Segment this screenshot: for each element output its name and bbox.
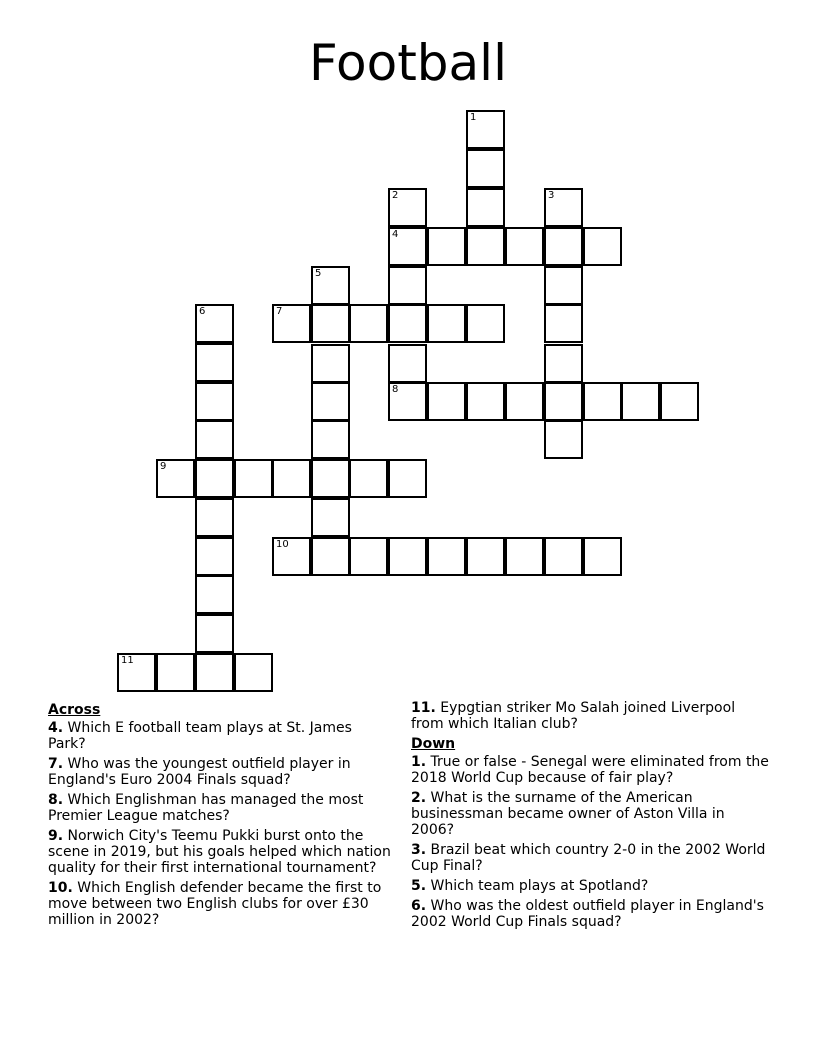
- crossword-cell[interactable]: [195, 575, 234, 614]
- clue-text: Eypgtian striker Mo Salah joined Liverpool from which Italian club?: [411, 700, 736, 732]
- crossword-cell[interactable]: [544, 420, 583, 459]
- across-heading: Across: [48, 702, 101, 718]
- crossword-cell[interactable]: [311, 537, 350, 576]
- clue-text: Which team plays at Spotland?: [430, 878, 649, 894]
- crossword-cell[interactable]: [195, 304, 234, 343]
- clue-number: 11.: [411, 700, 436, 716]
- down-heading: Down: [411, 736, 456, 752]
- clue-number-5: 5: [315, 268, 322, 279]
- crossword-cell[interactable]: [544, 304, 583, 343]
- clue-number: 5.: [411, 878, 427, 894]
- crossword-cell[interactable]: [621, 382, 660, 421]
- crossword-cell[interactable]: [195, 382, 234, 421]
- clue-down-1: [411, 754, 771, 786]
- crossword-cell[interactable]: [466, 382, 505, 421]
- clue-text: Which Englishman has managed the most Premier League matches?: [48, 792, 364, 824]
- crossword-cell[interactable]: [272, 304, 311, 343]
- crossword-cell[interactable]: [311, 266, 350, 305]
- clue-down-2: [411, 790, 771, 838]
- crossword-cell[interactable]: [388, 227, 427, 266]
- crossword-cell[interactable]: [427, 227, 466, 266]
- crossword-cell[interactable]: [195, 498, 234, 537]
- clue-text: Who was the oldest outfield player in England's 2002 World Cup Finals squad?: [411, 898, 764, 930]
- crossword-cell[interactable]: [544, 266, 583, 305]
- crossword-cell[interactable]: [311, 420, 350, 459]
- crossword-cell[interactable]: [427, 537, 466, 576]
- clue-number-7: 7: [276, 306, 283, 317]
- clue-number-4: 4: [392, 229, 399, 240]
- clue-number-8: 8: [392, 384, 399, 395]
- crossword-cell[interactable]: [272, 537, 311, 576]
- clue-number: 3.: [411, 842, 427, 858]
- crossword-cell[interactable]: [388, 266, 427, 305]
- crossword-cell[interactable]: [544, 382, 583, 421]
- crossword-cell[interactable]: [195, 614, 234, 653]
- crossword-cell[interactable]: [156, 459, 195, 498]
- crossword-cell[interactable]: [388, 382, 427, 421]
- clue-number: 7.: [48, 756, 64, 772]
- clue-number-9: 9: [160, 461, 167, 472]
- crossword-cell[interactable]: [234, 459, 273, 498]
- crossword-cell[interactable]: [466, 110, 505, 149]
- clue-down-5: [411, 878, 771, 894]
- crossword-cell[interactable]: [195, 343, 234, 382]
- clue-number: 1.: [411, 754, 427, 770]
- crossword-cell[interactable]: [466, 537, 505, 576]
- crossword-cell[interactable]: [544, 188, 583, 227]
- clue-number-11: 11: [121, 655, 134, 666]
- crossword-cell[interactable]: [234, 653, 273, 692]
- crossword-cell[interactable]: [544, 537, 583, 576]
- crossword-cell[interactable]: [583, 227, 622, 266]
- crossword-cell[interactable]: [388, 537, 427, 576]
- crossword-cell[interactable]: [272, 459, 311, 498]
- clue-number: 6.: [411, 898, 427, 914]
- clue-across-10: [48, 880, 393, 928]
- crossword-cell[interactable]: [311, 382, 350, 421]
- clue-number: 8.: [48, 792, 64, 808]
- clue-text: Which English defender became the first to move between two English clubs for over £30 million in 2002?: [48, 880, 382, 928]
- crossword-cell[interactable]: [311, 459, 350, 498]
- clue-across-7: [48, 756, 393, 788]
- clue-number-1: 1: [470, 112, 477, 123]
- clue-number-10: 10: [276, 539, 289, 550]
- clue-across-11: [411, 700, 771, 732]
- crossword-cell[interactable]: [466, 227, 505, 266]
- clue-number: 4.: [48, 720, 64, 736]
- clues-column-right: [411, 700, 771, 934]
- crossword-cell[interactable]: [505, 537, 544, 576]
- page-title: Football: [309, 34, 507, 92]
- crossword-cell[interactable]: [349, 537, 388, 576]
- crossword-cell[interactable]: [349, 304, 388, 343]
- clue-text: Brazil beat which country 2-0 in the 2002 World Cup Final?: [411, 842, 766, 874]
- crossword-cell[interactable]: [349, 459, 388, 498]
- crossword-cell[interactable]: [195, 459, 234, 498]
- clue-text: Who was the youngest outfield player in England's Euro 2004 Finals squad?: [48, 756, 351, 788]
- clue-across-9: [48, 828, 393, 876]
- crossword-cell[interactable]: [388, 304, 427, 343]
- crossword-cell[interactable]: [427, 304, 466, 343]
- clue-text: True or false - Senegal were eliminated from the 2018 World Cup because of fair play?: [411, 754, 769, 786]
- crossword-cell[interactable]: [156, 653, 195, 692]
- crossword-cell[interactable]: [544, 344, 583, 383]
- clue-across-8: [48, 792, 393, 824]
- crossword-cell[interactable]: [466, 149, 505, 188]
- crossword-cell[interactable]: [311, 304, 350, 343]
- clue-text: What is the surname of the American businessman became owner of Aston Villa in 2006?: [411, 790, 725, 838]
- clue-number-3: 3: [548, 190, 555, 201]
- clue-number: 9.: [48, 828, 64, 844]
- clue-number-6: 6: [199, 306, 206, 317]
- crossword-cell[interactable]: [195, 537, 234, 576]
- clues-column-left: [48, 700, 393, 932]
- clue-down-3: [411, 842, 771, 874]
- crossword-cell[interactable]: [466, 188, 505, 227]
- crossword-cell[interactable]: [427, 382, 466, 421]
- crossword-cell[interactable]: [195, 653, 234, 692]
- clue-number: 2.: [411, 790, 427, 806]
- clue-across-4: [48, 720, 393, 752]
- crossword-cell[interactable]: [505, 227, 544, 266]
- crossword-cell[interactable]: [388, 459, 427, 498]
- crossword-cell[interactable]: [388, 188, 427, 227]
- crossword-cell[interactable]: [583, 537, 622, 576]
- crossword-cell[interactable]: [466, 304, 505, 343]
- crossword-cell[interactable]: [505, 382, 544, 421]
- crossword-cell[interactable]: [311, 498, 350, 537]
- clue-text: Which E football team plays at St. James Park?: [48, 720, 352, 752]
- clue-text: Norwich City's Teemu Pukki burst onto the scene in 2019, but his goals helped which nation quality for their first international tournament?: [48, 828, 391, 876]
- crossword-cell[interactable]: [660, 382, 699, 421]
- crossword-cell[interactable]: [117, 653, 156, 692]
- crossword-cell[interactable]: [388, 344, 427, 383]
- crossword-cell[interactable]: [195, 420, 234, 459]
- crossword-cell[interactable]: [311, 344, 350, 383]
- clue-number-2: 2: [392, 190, 399, 201]
- crossword-cell[interactable]: [583, 382, 622, 421]
- crossword-cell[interactable]: [544, 227, 583, 266]
- clue-number: 10.: [48, 880, 73, 896]
- clue-down-6: [411, 898, 771, 930]
